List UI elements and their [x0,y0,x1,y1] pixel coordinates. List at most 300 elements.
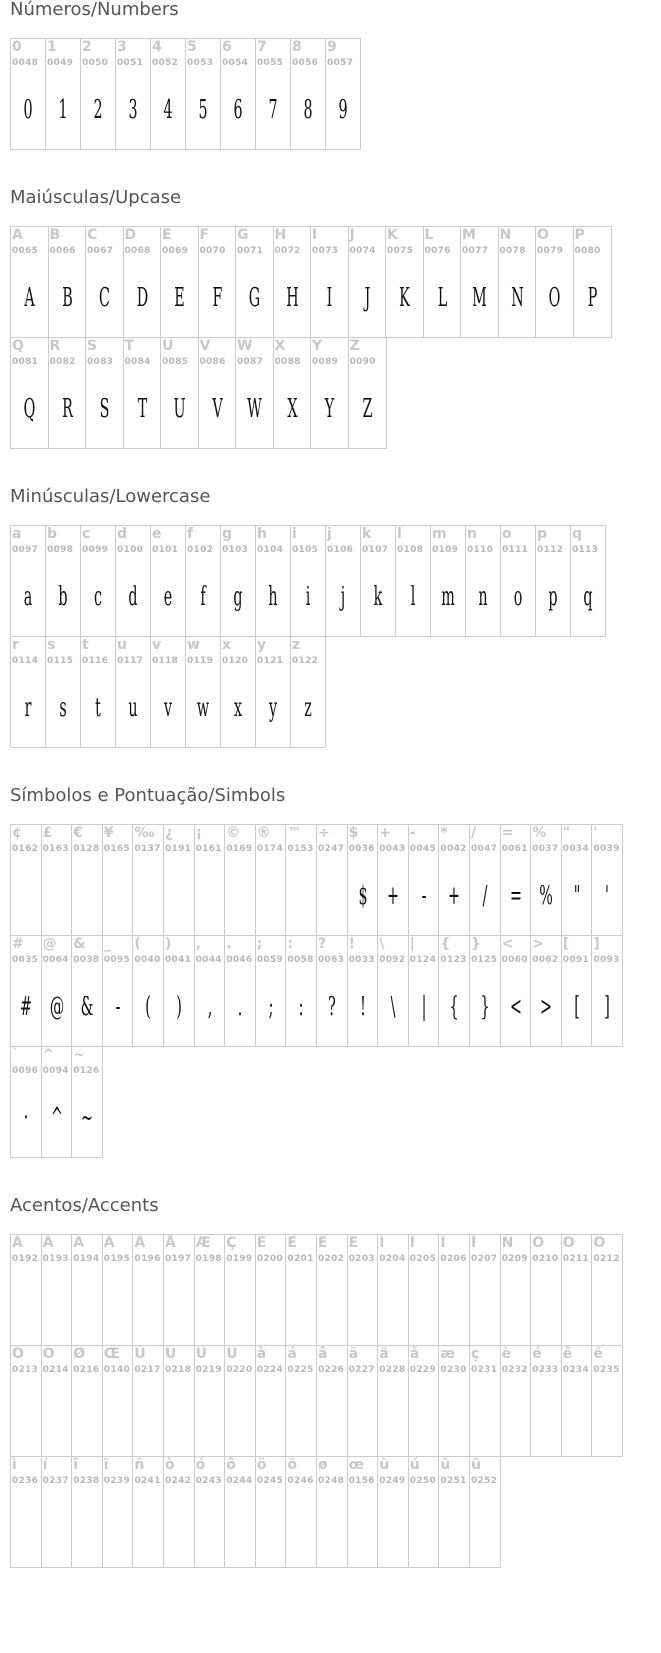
character-label: ÷ [318,825,330,841]
character-label: ! [348,936,355,952]
glyph-sample: } [480,992,490,1022]
glyph-cell [41,1046,73,1158]
character-code: 0244 [226,1476,253,1486]
glyph-sample [140,1281,157,1331]
character-code: 0065 [12,246,39,256]
glyph-cell [438,935,470,1047]
character-code: 0100 [117,545,144,555]
glyph-cell [408,1234,440,1346]
character-label: l [397,526,402,542]
glyph-sample: L [437,283,447,313]
character-label: g [222,526,233,542]
glyph-cell [194,824,226,936]
glyph-sample [201,871,218,921]
character-label: œ [348,1457,364,1473]
glyph-cell [570,525,606,637]
glyph-sample: z [304,693,312,723]
glyph-sample [79,1281,96,1331]
glyph-cell [80,525,116,637]
glyph-sample: % [539,881,553,911]
glyph-cell [102,824,134,936]
glyph-sample [232,1281,249,1331]
character-label: C [87,227,98,243]
character-code: 0105 [292,545,319,555]
glyph-cell [198,226,237,338]
glyph-sample [79,871,96,921]
glyph-sample [201,1281,218,1331]
character-label: f [187,526,194,542]
glyph-sample: : [298,992,304,1022]
character-label: Ù [134,1346,146,1362]
character-label: Q [12,338,24,354]
glyph-cell [194,1456,226,1568]
character-label: 7 [257,39,267,55]
glyph-sample: 2 [93,95,103,125]
character-label: = [501,825,514,841]
character-code: 0249 [379,1476,406,1486]
glyph-sample: ; [268,992,274,1022]
character-code: 0092 [379,955,406,965]
character-code: 0193 [42,1254,69,1264]
glyph-cell [224,935,256,1047]
glyph-cell [438,1234,470,1346]
glyph-cell [220,525,256,637]
glyph-sample: ] [604,992,611,1022]
character-code: 0218 [165,1365,192,1375]
character-code: 0224 [256,1365,284,1375]
character-label: Ä [134,1235,146,1251]
character-code: 0200 [256,1254,284,1264]
character-label: | [409,936,415,952]
glyph-cell [255,38,291,150]
glyph-cell [224,824,256,936]
glyph-cell [255,1345,287,1457]
glyph-sample [446,1503,463,1553]
character-label: H [274,227,287,243]
glyph-sample [18,1392,35,1442]
glyph-cell [561,1234,593,1346]
character-label: M [462,227,476,243]
character-code: 0037 [532,844,559,854]
character-label: U [162,338,174,354]
character-code: 0056 [292,58,319,68]
glyph-sample [477,1281,494,1331]
glyph-cell [273,337,312,449]
glyph-sample [140,871,157,921]
character-label: Ì [379,1235,385,1251]
glyph-sample [79,1392,96,1442]
character-label: o [502,526,512,542]
character-label: Z [349,338,360,354]
character-code: 0117 [117,656,144,666]
character-code: 0114 [12,656,39,666]
character-label: õ [256,1457,267,1473]
glyph-cell [591,1234,623,1346]
character-code: 0205 [409,1254,437,1264]
glyph-sample: y [268,693,278,723]
character-label: w [187,637,200,653]
character-code: 0251 [440,1476,467,1486]
glyph-cell [48,337,87,449]
character-label: > [532,936,544,952]
character-code: 0212 [593,1254,620,1264]
character-code: 0204 [379,1254,406,1264]
character-label: À [12,1235,23,1251]
glyph-sample [201,1392,218,1442]
glyph-sample: f [200,582,206,612]
character-label: / [471,825,477,841]
character-label: ü [471,1457,481,1473]
glyph-sample: . [237,992,243,1022]
glyph-sample: 4 [163,95,173,125]
character-code: 0061 [501,844,528,854]
character-label: é [532,1346,542,1362]
glyph-cell [377,1234,409,1346]
glyph-sample: O [548,283,561,313]
character-code: 0101 [152,545,179,555]
glyph-cell [10,1456,42,1568]
character-label: ] [593,936,600,952]
character-code: 0098 [47,545,74,555]
character-code: 0106 [327,545,354,555]
character-code: 0077 [462,246,489,256]
glyph-sample [324,1503,341,1553]
character-code: 0202 [318,1254,345,1264]
character-label: ® [256,825,271,841]
character-label: & [73,936,86,952]
glyph-sample: S [99,394,110,424]
character-code: 0197 [165,1254,192,1264]
character-code: 0080 [574,246,601,256]
character-code: 0111 [502,545,529,555]
character-label: ¿ [165,825,174,841]
glyph-cell [194,1234,226,1346]
character-code: 0097 [12,545,39,555]
character-code: 0123 [440,955,467,965]
character-label: È [256,1235,267,1251]
character-code: 0161 [195,844,222,854]
character-label: 0 [12,39,22,55]
character-label: I [312,227,318,243]
glyph-sample: e [163,582,173,612]
character-label: V [199,338,211,354]
character-code: 0070 [199,246,226,256]
glyph-sample [110,1281,127,1331]
character-label: ™ [287,825,302,841]
glyph-cell [10,525,46,637]
glyph-sample: · [23,1103,29,1133]
character-label: ó [195,1457,206,1473]
glyph-cell [255,1456,287,1568]
character-code: 0217 [134,1365,161,1375]
glyph-cell [132,824,164,936]
glyph-sample: p [548,582,558,612]
character-label: ú [409,1457,420,1473]
glyph-sample [140,1503,157,1553]
character-code: 0081 [12,357,39,367]
character-code: 0082 [49,357,76,367]
glyph-cell [591,1345,623,1457]
glyph-cell [535,226,574,338]
glyph-cell [465,525,501,637]
glyph-sample: E [174,283,185,313]
glyph-sample: Q [23,394,36,424]
character-code: 0232 [501,1365,528,1375]
glyph-sample: t [95,693,101,723]
glyph-cell [316,935,348,1047]
character-code: 0124 [409,955,437,965]
glyph-sample: @ [49,992,64,1022]
glyph-cell [469,1234,501,1346]
character-code: 0074 [349,246,376,256]
glyph-cell [115,38,151,150]
character-label: è [501,1346,512,1362]
glyph-cell [71,824,103,936]
glyph-sample: ? [328,992,336,1022]
glyph-cell [102,935,134,1047]
glyph-cell [385,226,424,338]
character-code: 0075 [387,246,414,256]
glyph-sample: U [173,394,186,424]
character-label: 9 [327,39,337,55]
glyph-sample: ! [359,992,366,1022]
glyph-cell [316,1234,348,1346]
character-code: 0062 [532,955,559,965]
glyph-sample: h [268,582,278,612]
character-code: 0052 [152,58,179,68]
section-title: Acentos/Accents [10,1195,159,1216]
character-code: 0084 [124,357,151,367]
character-code: 0231 [471,1365,498,1375]
character-label: Û [195,1346,207,1362]
character-code: 0239 [103,1476,131,1486]
character-label: ^ [42,1047,55,1063]
character-label: i [292,526,297,542]
glyph-cell [220,636,256,748]
character-label: d [117,526,128,542]
glyph-cell [285,935,317,1047]
glyph-sample: 6 [233,95,243,125]
glyph-cell [185,636,221,748]
character-code: 0245 [256,1476,284,1486]
character-code: 0214 [42,1365,69,1375]
character-code: 0044 [195,955,222,965]
glyph-cell [224,1456,256,1568]
character-code: 0229 [409,1365,437,1375]
glyph-cell [163,1234,195,1346]
glyph-sample: G [248,283,261,313]
glyph-cell [290,525,326,637]
glyph-cell [41,1345,73,1457]
character-label: ø [318,1457,328,1473]
glyph-sample [569,1392,586,1442]
character-code: 0104 [257,545,284,555]
character-label: Ê [318,1235,328,1251]
glyph-cell [423,226,462,338]
character-code: 0102 [187,545,214,555]
character-code: 0079 [537,246,564,256]
character-label: ` [12,1047,19,1063]
character-code: 0118 [152,656,179,666]
glyph-sample: 3 [128,95,138,125]
glyph-sample: \ [390,992,396,1022]
glyph-cell [347,824,379,936]
glyph-cell [430,525,466,637]
glyph-cell [163,1456,195,1568]
glyph-cell [573,226,612,338]
character-label: 1 [47,39,57,55]
character-code: 0068 [124,246,151,256]
character-code: 0041 [165,955,192,965]
glyph-sample [354,1503,371,1553]
character-code: 0162 [12,844,39,854]
glyph-cell [290,38,326,150]
glyph-sample [171,1503,188,1553]
glyph-sample: x [233,693,243,723]
glyph-sample: g [233,582,243,612]
character-label: 8 [292,39,302,55]
glyph-cell [530,1234,562,1346]
glyph-cell [41,824,73,936]
glyph-sample [599,1392,616,1442]
character-label: Ï [471,1235,477,1251]
glyph-cell [500,1234,532,1346]
glyph-sample: ' [605,881,610,911]
glyph-cell [71,1046,103,1158]
section-title: Maiúsculas/Upcase [10,187,182,208]
glyph-cell [102,1345,134,1457]
glyph-sample: 5 [198,95,208,125]
character-label: N [499,227,512,243]
character-label: ã [348,1346,359,1362]
glyph-cell [469,1456,501,1568]
character-code: 0047 [471,844,498,854]
glyph-sample [446,1281,463,1331]
glyph-cell [10,337,49,449]
glyph-sample [416,1392,433,1442]
character-label: \ [379,936,385,952]
glyph-sample: A [24,283,35,313]
glyph-sample [48,1392,65,1442]
character-label: Å [165,1235,176,1251]
glyph-sample: F [212,283,222,313]
glyph-sample: & [80,992,94,1022]
glyph-sample: u [128,693,138,723]
glyph-cell [255,1234,287,1346]
glyph-cell [347,1345,379,1457]
glyph-cell [438,1456,470,1568]
character-code: 0247 [318,844,345,854]
character-label: k [362,526,372,542]
character-label: p [537,526,548,542]
character-label: a [12,526,22,542]
character-code: 0093 [593,955,620,965]
glyph-sample [507,1281,524,1331]
glyph-cell [325,38,361,150]
character-label: Æ [195,1235,211,1251]
glyph-sample: s [59,693,67,723]
character-label: Ç [226,1235,237,1251]
glyph-sample: r [24,693,32,723]
glyph-sample [263,1281,280,1331]
character-label: á [287,1346,297,1362]
character-code: 0169 [226,844,253,854]
character-label: c [82,526,91,542]
character-label: ò [165,1457,175,1473]
glyph-sample [599,1281,616,1331]
character-code: 0252 [471,1476,498,1486]
character-label: } [471,936,481,952]
character-label: j [327,526,332,542]
character-code: 0046 [226,955,253,965]
character-label: ï [103,1457,109,1473]
glyph-sample: n [478,582,488,612]
character-code: 0196 [134,1254,161,1264]
character-label: 3 [117,39,127,55]
character-label: S [87,338,98,354]
glyph-cell [115,525,151,637]
glyph-cell [71,935,103,1047]
glyph-sample [507,1392,524,1442]
glyph-cell [160,226,199,338]
section-title: Números/Numbers [10,0,179,20]
glyph-cell [460,226,499,338]
glyph-cell [80,636,116,748]
character-code: 0040 [134,955,161,965]
character-label: â [318,1346,328,1362]
character-code: 0094 [42,1066,69,1076]
character-label: B [49,227,61,243]
character-label: , [195,936,201,952]
glyph-sample: ~ [81,1103,94,1133]
glyph-sample: 1 [58,95,68,125]
glyph-cell [561,1345,593,1457]
glyph-sample: v [163,693,173,723]
glyph-sample: - [421,881,427,911]
glyph-sample [171,1281,188,1331]
character-code: 0236 [12,1476,39,1486]
glyph-cell [220,38,256,150]
character-label: x [222,637,232,653]
character-label: 2 [82,39,92,55]
glyph-cell [348,226,387,338]
glyph-sample [354,1281,371,1331]
glyph-cell [10,1234,42,1346]
character-code: 0128 [73,844,100,854]
character-label: y [257,637,267,653]
glyph-cell [10,824,42,936]
character-label: £ [42,825,53,841]
glyph-sample: o [513,582,523,612]
character-label: ¥ [103,825,114,841]
character-label: ) [165,936,172,952]
glyph-sample [79,1503,96,1553]
glyph-sample [538,1392,555,1442]
glyph-cell [123,337,162,449]
glyph-cell [310,337,349,449]
glyph-sample: , [207,992,212,1022]
character-label: Ô [593,1235,606,1251]
character-label: + [379,825,391,841]
section-title: Minúsculas/Lowercase [10,486,211,507]
glyph-cell [150,38,186,150]
glyph-cell [235,337,274,449]
character-code: 0096 [12,1066,39,1076]
glyph-sample: N [510,283,524,313]
glyph-cell [132,1234,164,1346]
glyph-cell [316,824,348,936]
character-code: 0039 [593,844,620,854]
